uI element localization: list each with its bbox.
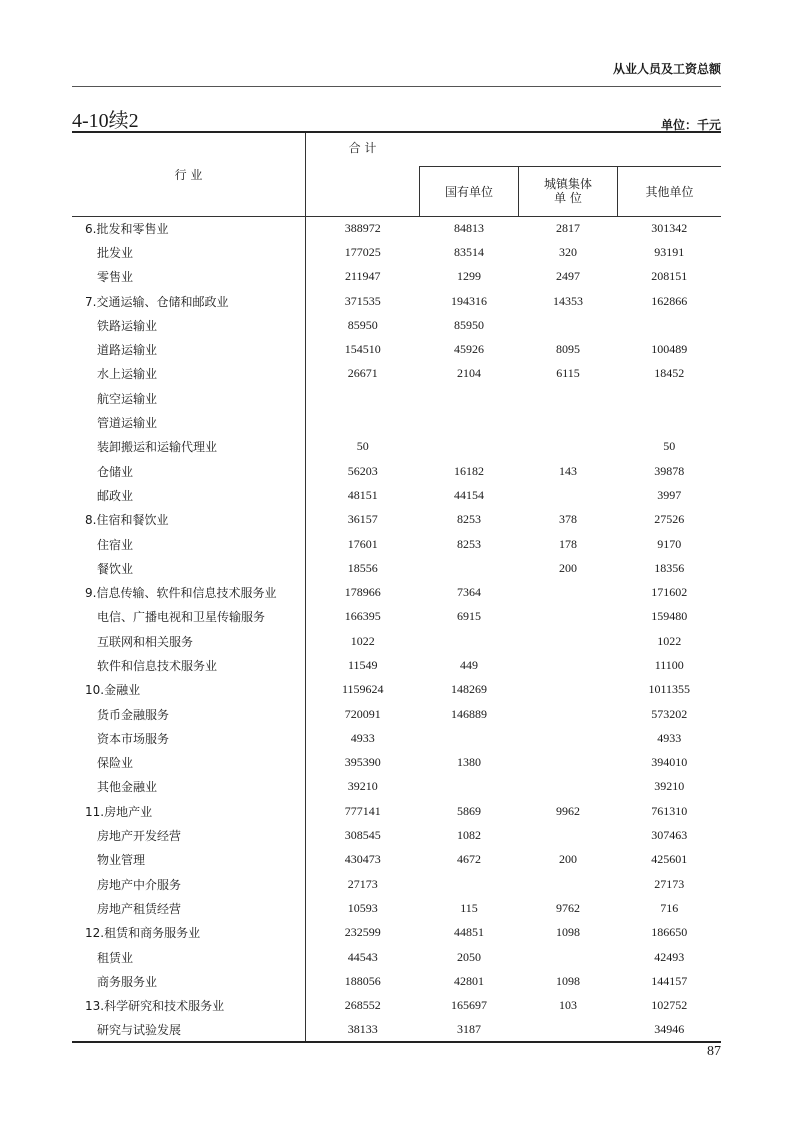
state-owned-cell: 3187: [420, 1018, 519, 1042]
industry-cell: 房地产中介服务: [72, 872, 306, 896]
total-cell: 154510: [344, 342, 381, 357]
table-row: [72, 483, 721, 507]
header-rule: [72, 86, 721, 87]
total-cell: 44543: [347, 949, 378, 964]
state-owned-cell: [420, 556, 519, 580]
total-cell: 39210: [347, 779, 378, 794]
table-row: [72, 945, 721, 969]
table-row: [72, 726, 721, 750]
urban-collective-cell: 378: [559, 512, 577, 527]
state-owned-cell: 42801: [454, 973, 484, 988]
urban-collective-cell: [519, 775, 618, 799]
total-cell: 27173: [347, 876, 378, 891]
other-cell: 18356: [654, 560, 685, 575]
table-row: [72, 556, 721, 580]
state-owned-cell: 1299: [457, 269, 481, 284]
state-owned-cell: 44851: [454, 925, 484, 940]
industry-cell: 餐饮业: [72, 556, 306, 580]
table-row: [72, 799, 721, 823]
urban-collective-cell: 200: [559, 560, 577, 575]
state-owned-cell: 8253: [457, 536, 481, 551]
industry-cell: 房地产租赁经营: [72, 896, 306, 920]
total-cell: 777141: [344, 803, 381, 818]
col-header-urban-collective-line1: 城镇集体: [543, 177, 592, 191]
total-cell: 232599: [344, 925, 381, 940]
other-cell: 1011355: [648, 682, 691, 697]
urban-collective-cell: [519, 751, 618, 775]
table-title: 4-10续2: [72, 110, 139, 132]
other-cell: 27173: [654, 876, 685, 891]
total-cell: 10593: [347, 900, 378, 915]
urban-collective-cell: [519, 1018, 618, 1042]
table-row: [72, 508, 721, 532]
other-cell: 208151: [651, 269, 688, 284]
state-owned-cell: 1380: [457, 755, 481, 770]
state-owned-cell: 5869: [457, 803, 481, 818]
total-cell: 18556: [347, 560, 378, 575]
state-owned-cell: [420, 410, 519, 434]
industry-cell: 9.信息传输、软件和信息技术服务业: [72, 580, 306, 604]
table-row: [72, 362, 721, 386]
total-cell: 36157: [347, 512, 378, 527]
urban-collective-cell: 6115: [556, 366, 580, 381]
table-row: [72, 678, 721, 702]
total-cell: 48151: [347, 487, 378, 502]
state-owned-cell: 115: [460, 900, 478, 915]
table-row: [72, 410, 721, 434]
industry-cell: 铁路运输业: [72, 313, 306, 337]
table-row: [72, 702, 721, 726]
col-header-total: 合 计: [306, 132, 420, 216]
industry-cell: 房地产开发经营: [72, 823, 306, 847]
other-cell: 186650: [651, 925, 688, 940]
total-cell: 11549: [347, 657, 378, 672]
other-cell: 1022: [657, 633, 682, 648]
state-owned-cell: [420, 386, 519, 410]
urban-collective-cell: [519, 605, 618, 629]
total-cell: 177025: [344, 244, 381, 259]
total-cell: 211947: [344, 269, 381, 284]
urban-collective-cell: [519, 678, 618, 702]
industry-cell: 货币金融服务: [72, 702, 306, 726]
other-cell: 102752: [651, 998, 688, 1013]
total-cell: 188056: [344, 973, 381, 988]
state-owned-cell: 45926: [454, 342, 484, 357]
state-owned-cell: [420, 629, 519, 653]
industry-cell: 6.批发和零售业: [72, 216, 306, 240]
urban-collective-cell: [519, 726, 618, 750]
total-cell: 38133: [306, 1018, 420, 1042]
table-row: [72, 751, 721, 775]
urban-collective-cell: 103: [559, 998, 577, 1013]
table-row: [72, 921, 721, 945]
wage-table: [72, 131, 721, 1043]
state-owned-cell: 2050: [457, 949, 481, 964]
table-row: [72, 872, 721, 896]
total-cell: 1159624: [341, 682, 384, 697]
state-owned-cell: 4672: [457, 852, 481, 867]
urban-collective-cell: [519, 629, 618, 653]
industry-cell: 互联网和相关服务: [72, 629, 306, 653]
urban-collective-cell: 1098: [556, 973, 580, 988]
other-cell: 3997: [657, 487, 682, 502]
industry-cell: 资本市场服务: [72, 726, 306, 750]
state-owned-cell: 8253: [457, 512, 481, 527]
industry-cell: 12.租赁和商务服务业: [72, 921, 306, 945]
col-header-urban-collective-line2: 单 位: [554, 191, 582, 205]
industry-cell: 7.交通运输、仓储和邮政业: [72, 289, 306, 313]
industry-cell: 保险业: [72, 751, 306, 775]
industry-cell: 物业管理: [72, 848, 306, 872]
urban-collective-cell: [519, 872, 618, 896]
other-cell: [618, 410, 722, 434]
urban-collective-cell: 9762: [556, 900, 580, 915]
urban-collective-cell: 14353: [553, 293, 583, 308]
total-cell: [306, 410, 420, 434]
other-cell: 425601: [651, 852, 688, 867]
table-row: [72, 240, 721, 264]
state-owned-cell: 165697: [451, 998, 487, 1013]
industry-cell: 10.金融业: [72, 678, 306, 702]
state-owned-cell: 7364: [457, 585, 481, 600]
urban-collective-cell: [519, 580, 618, 604]
table-row: [72, 289, 721, 313]
urban-collective-cell: 2817: [556, 220, 580, 235]
table-row: [72, 775, 721, 799]
other-cell: 27526: [654, 512, 685, 527]
total-cell: 50: [356, 439, 369, 454]
urban-collective-cell: 320: [559, 244, 577, 259]
state-owned-cell: [420, 872, 519, 896]
table-row: [72, 994, 721, 1018]
table-row: [72, 337, 721, 361]
col-header-state-owned: 国有单位: [420, 166, 519, 216]
state-owned-cell: 85950: [454, 317, 484, 332]
table-row: [72, 823, 721, 847]
other-cell: 761310: [651, 803, 688, 818]
table-row: [72, 969, 721, 993]
industry-cell: 水上运输业: [72, 362, 306, 386]
col-header-urban-collective: [519, 166, 618, 216]
other-cell: [618, 386, 722, 410]
state-owned-cell: 1082: [457, 828, 481, 843]
col-header-industry: 行 业: [72, 132, 306, 216]
state-owned-cell: 194316: [451, 293, 487, 308]
other-cell: 39878: [654, 463, 685, 478]
industry-cell: 其他金融业: [72, 775, 306, 799]
urban-collective-cell: [519, 435, 618, 459]
other-cell: [618, 313, 722, 337]
total-cell: 268552: [344, 998, 381, 1013]
industry-cell: 商务服务业: [72, 969, 306, 993]
industry-cell: 研究与试验发展: [72, 1018, 306, 1042]
other-cell: 162866: [651, 293, 688, 308]
total-cell: 371535: [344, 293, 381, 308]
industry-cell: 软件和信息技术服务业: [72, 653, 306, 677]
other-cell: 34946: [618, 1018, 722, 1042]
urban-collective-cell: 9962: [556, 803, 580, 818]
industry-cell: 租赁业: [72, 945, 306, 969]
total-cell: 85950: [347, 317, 378, 332]
urban-collective-cell: [519, 386, 618, 410]
state-owned-cell: 84813: [454, 220, 484, 235]
industry-cell: 航空运输业: [72, 386, 306, 410]
urban-collective-cell: 143: [559, 463, 577, 478]
industry-cell: 8.住宿和餐饮业: [72, 508, 306, 532]
industry-cell: 仓储业: [72, 459, 306, 483]
total-cell: 166395: [344, 609, 381, 624]
total-cell: 430473: [344, 852, 381, 867]
urban-collective-cell: [519, 945, 618, 969]
state-owned-cell: 148269: [451, 682, 487, 697]
other-cell: 100489: [651, 342, 688, 357]
table-row: [72, 605, 721, 629]
other-cell: 42493: [654, 949, 685, 964]
state-owned-cell: 44154: [454, 487, 484, 502]
other-cell: 93191: [654, 244, 685, 259]
total-cell: 17601: [347, 536, 378, 551]
total-cell: 178966: [344, 585, 381, 600]
total-cell: 720091: [344, 706, 381, 721]
table-row: [72, 653, 721, 677]
state-owned-cell: 16182: [454, 463, 484, 478]
total-cell: 395390: [344, 755, 381, 770]
state-owned-cell: [420, 435, 519, 459]
total-cell: [306, 386, 420, 410]
table-row: [72, 629, 721, 653]
state-owned-cell: [420, 726, 519, 750]
urban-collective-cell: [519, 823, 618, 847]
total-cell: 308545: [344, 828, 381, 843]
other-cell: 159480: [651, 609, 688, 624]
other-cell: 9170: [657, 536, 682, 551]
state-owned-cell: 146889: [451, 706, 487, 721]
table-row: [72, 216, 721, 240]
col-header-other: 其他单位: [618, 166, 722, 216]
industry-cell: 电信、广播电视和卫星传输服务: [72, 605, 306, 629]
other-cell: 11100: [654, 657, 684, 672]
table-body: [72, 216, 721, 1042]
unit-label: 单位：千元: [660, 118, 721, 132]
industry-cell: 零售业: [72, 265, 306, 289]
industry-cell: 道路运输业: [72, 337, 306, 361]
urban-collective-cell: [519, 702, 618, 726]
total-cell: 388972: [344, 220, 381, 235]
other-cell: 394010: [651, 755, 688, 770]
col-header-spacer: [420, 132, 722, 166]
other-cell: 573202: [651, 706, 688, 721]
urban-collective-cell: [519, 653, 618, 677]
running-header: 从业人员及工资总额: [612, 62, 721, 76]
table-row: [72, 265, 721, 289]
industry-cell: 11.房地产业: [72, 799, 306, 823]
urban-collective-cell: 8095: [556, 342, 580, 357]
other-cell: 716: [660, 900, 679, 915]
table-row: [72, 580, 721, 604]
urban-collective-cell: 200: [559, 852, 577, 867]
table-row: [72, 386, 721, 410]
urban-collective-cell: 178: [559, 536, 577, 551]
other-cell: 4933: [657, 730, 682, 745]
table-row: [72, 1018, 721, 1042]
other-cell: 301342: [651, 220, 688, 235]
total-cell: 26671: [347, 366, 378, 381]
table-row: [72, 459, 721, 483]
industry-cell: 13.科学研究和技术服务业: [72, 994, 306, 1018]
state-owned-cell: 2104: [457, 366, 481, 381]
industry-cell: 邮政业: [72, 483, 306, 507]
table-row: [72, 313, 721, 337]
table-row: [72, 435, 721, 459]
state-owned-cell: 449: [460, 657, 478, 672]
industry-cell: 批发业: [72, 240, 306, 264]
total-cell: 1022: [350, 633, 375, 648]
urban-collective-cell: [519, 313, 618, 337]
other-cell: 39210: [654, 779, 685, 794]
state-owned-cell: 83514: [454, 244, 484, 259]
other-cell: 50: [663, 439, 676, 454]
table-row: [72, 848, 721, 872]
state-owned-cell: 6915: [457, 609, 481, 624]
table-row: [72, 896, 721, 920]
urban-collective-cell: [519, 483, 618, 507]
other-cell: 18452: [654, 366, 685, 381]
urban-collective-cell: 1098: [556, 925, 580, 940]
industry-cell: 装卸搬运和运输代理业: [72, 435, 306, 459]
industry-cell: 管道运输业: [72, 410, 306, 434]
other-cell: 144157: [651, 973, 688, 988]
industry-cell: 住宿业: [72, 532, 306, 556]
urban-collective-cell: 2497: [556, 269, 580, 284]
state-owned-cell: [420, 775, 519, 799]
other-cell: 171602: [651, 585, 688, 600]
urban-collective-cell: [519, 410, 618, 434]
page-number: 87: [707, 1044, 721, 1059]
total-cell: 56203: [347, 463, 378, 478]
total-cell: 4933: [350, 730, 375, 745]
other-cell: 307463: [651, 828, 688, 843]
table-row: [72, 532, 721, 556]
